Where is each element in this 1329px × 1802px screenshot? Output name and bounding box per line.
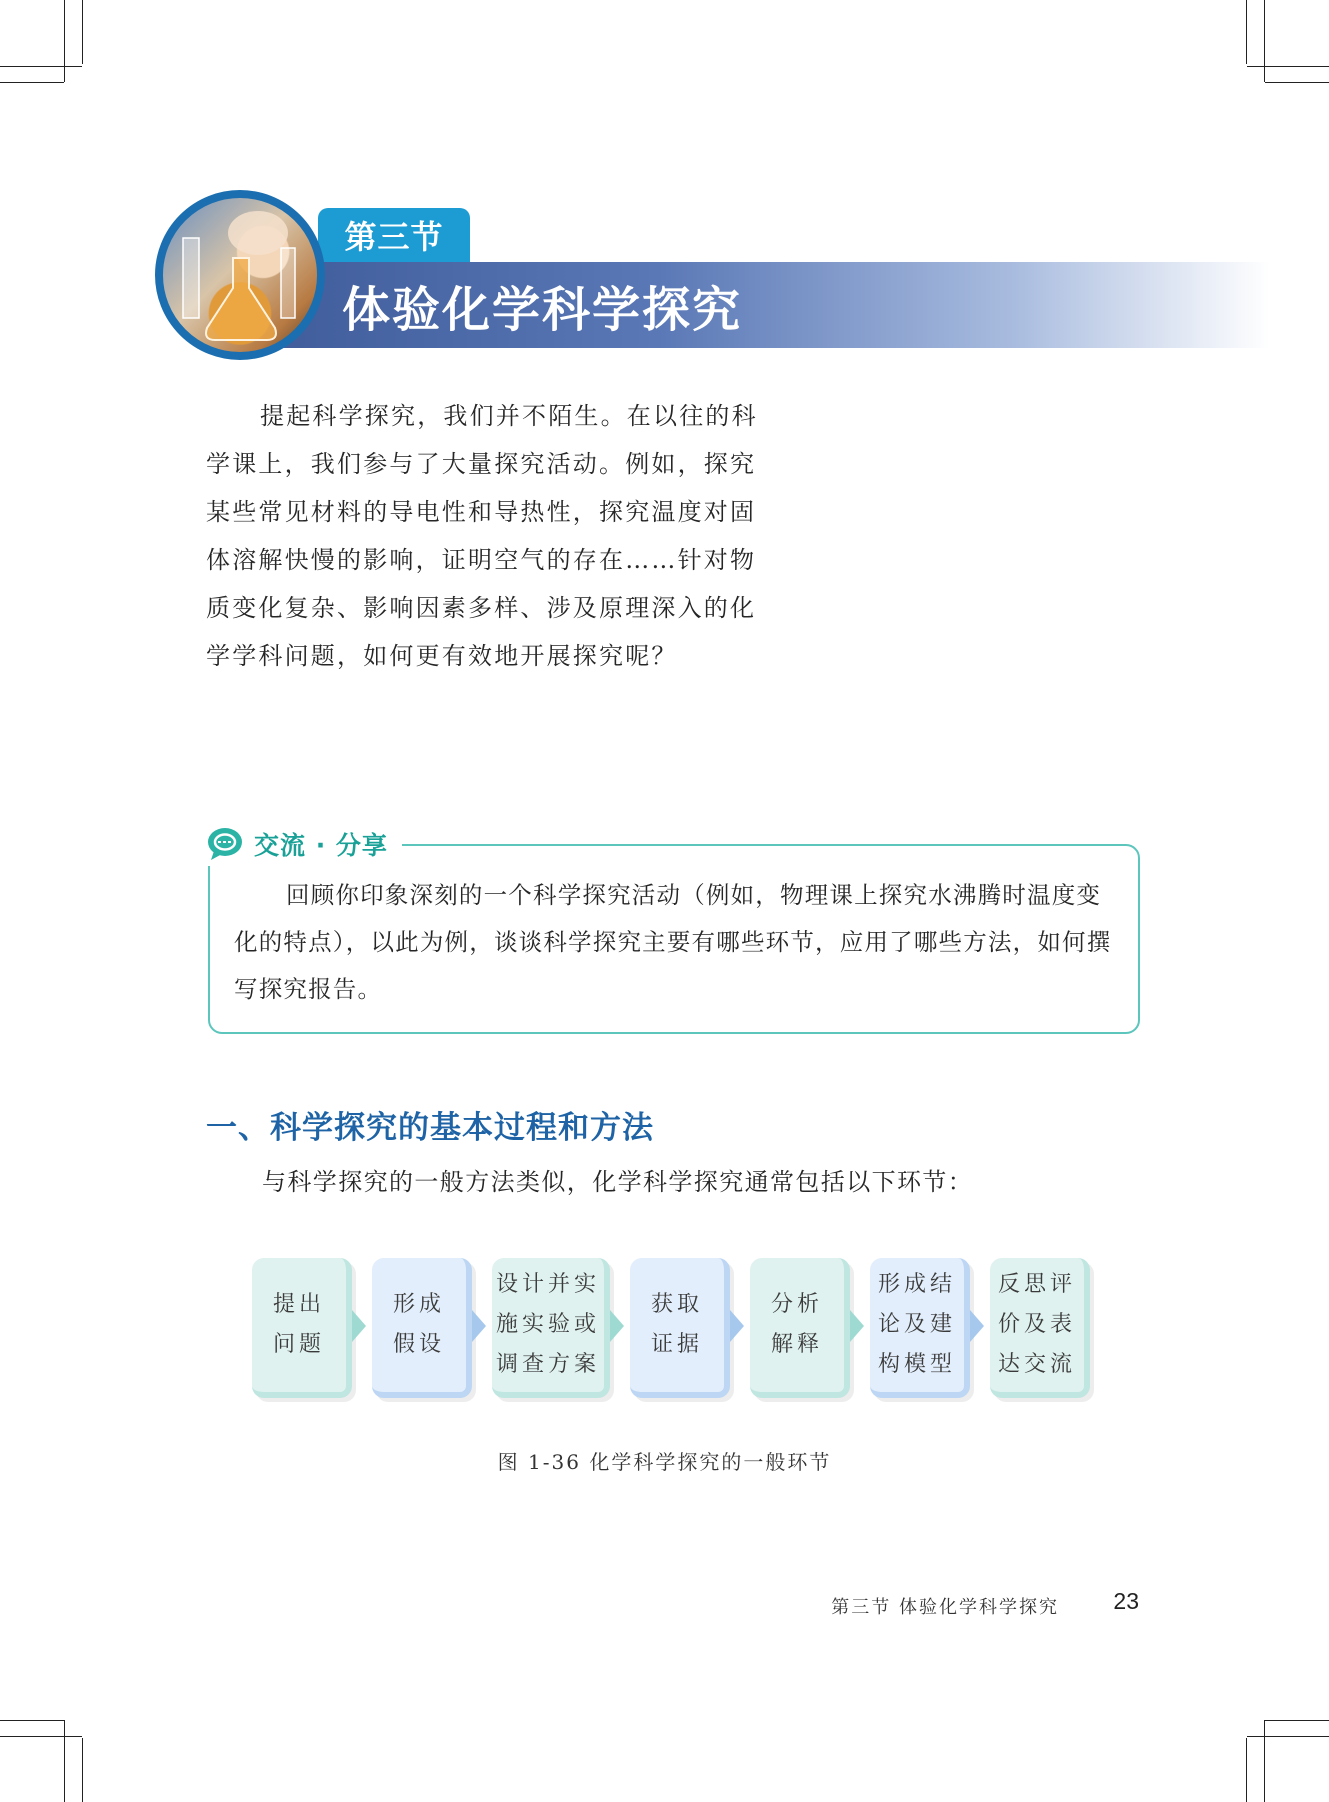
flow-step: 反思评 价及表 达交流 bbox=[990, 1258, 1090, 1398]
crop-mark bbox=[1247, 1736, 1329, 1737]
flow-arrow bbox=[610, 1310, 624, 1342]
section-title: 体验化学科学探究 bbox=[342, 281, 743, 338]
section-number-tab: 第三节 bbox=[318, 208, 470, 262]
flow-step: 分析 解释 bbox=[750, 1258, 850, 1398]
running-footer: 第三节 体验化学科学探究 bbox=[831, 1597, 1059, 1618]
flow-arrow bbox=[472, 1310, 486, 1342]
crop-mark bbox=[1265, 82, 1329, 83]
crop-mark bbox=[0, 1720, 64, 1721]
crop-mark bbox=[82, 1738, 83, 1802]
crop-mark bbox=[64, 0, 65, 82]
crop-mark bbox=[1265, 1720, 1329, 1721]
lead-sentence: 与科学探究的一般方法类似，化学科学探究通常包括以下环节： bbox=[262, 1168, 974, 1196]
crop-mark bbox=[1246, 1738, 1247, 1802]
flow-step: 设计并实 施实验或 调查方案 bbox=[492, 1258, 610, 1398]
discussion-text: 回顾你印象深刻的一个科学探究活动（例如，物理课上探究水沸腾时温度变化的特点），以此为例，谈谈科学探究主要有哪些环节，应用了哪些方法，如何撰写探究报告。 bbox=[234, 881, 1112, 1003]
flow-step: 获取 证据 bbox=[630, 1258, 730, 1398]
crop-mark bbox=[1264, 1720, 1265, 1802]
crop-mark bbox=[64, 1720, 65, 1802]
crop-mark bbox=[1246, 0, 1247, 64]
section-heading: 一、科学探究的基本过程和方法 bbox=[206, 1110, 654, 1146]
figure-caption: 图 1-36 化学科学探究的一般环节 bbox=[497, 1450, 832, 1474]
flow-arrow bbox=[970, 1310, 984, 1342]
intro-paragraph: 提起科学探究，我们并不陌生。在以往的科学课上，我们参与了大量探究活动。例如，探究某些常见材料的导电性和导热性，探究温度对固体溶解快慢的影响，证明空气的存在……针对物质变化复杂、影响因素多样、涉及原理深入的化学学科问题，如何更有效地开展探究呢？ bbox=[206, 402, 758, 670]
crop-mark bbox=[1264, 0, 1265, 82]
inquiry-flow-diagram bbox=[252, 1258, 1092, 1402]
lab-flask-photo bbox=[155, 190, 325, 360]
chat-bubble-icon bbox=[206, 825, 244, 863]
discussion-label-text: 交流 · 分享 bbox=[254, 831, 388, 860]
flow-step: 形成 假设 bbox=[372, 1258, 472, 1398]
flow-step: 形成结 论及建 构模型 bbox=[870, 1258, 970, 1398]
crop-mark bbox=[0, 66, 82, 67]
flow-step: 提出 问题 bbox=[252, 1258, 352, 1398]
flow-arrow bbox=[850, 1310, 864, 1342]
crop-mark bbox=[0, 82, 64, 83]
crop-mark bbox=[1247, 66, 1329, 67]
crop-mark bbox=[82, 0, 83, 64]
flow-arrow bbox=[352, 1310, 366, 1342]
discussion-label bbox=[206, 822, 402, 866]
flow-arrow bbox=[730, 1310, 744, 1342]
page-number: 23 bbox=[1113, 1588, 1139, 1614]
crop-mark bbox=[0, 1736, 82, 1737]
